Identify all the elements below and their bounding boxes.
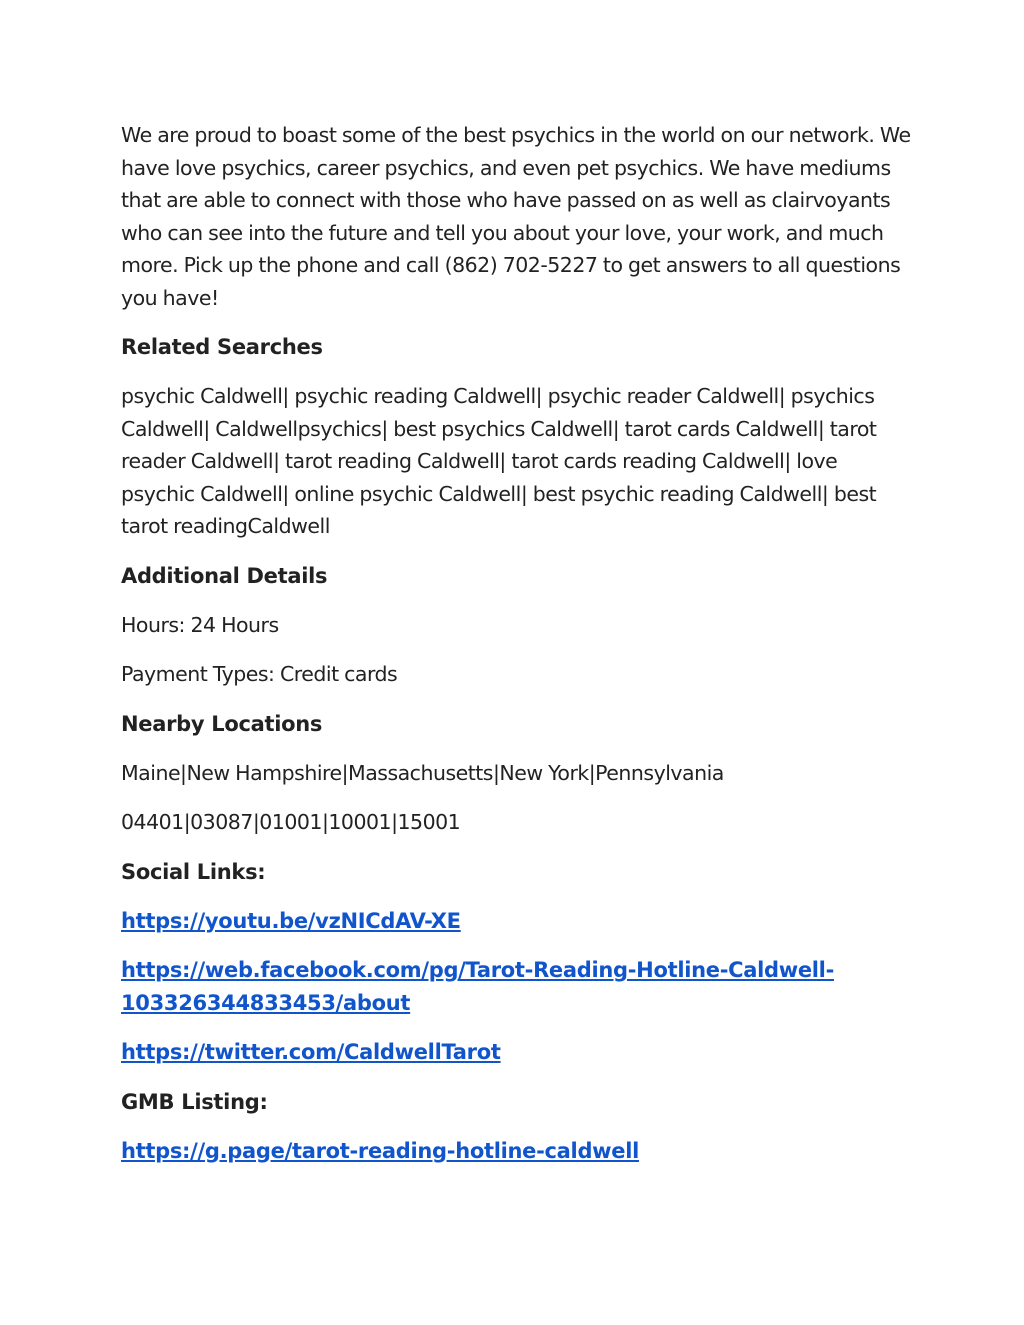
twitter-link[interactable]: https://twitter.com/CaldwellTarot bbox=[121, 1040, 501, 1064]
document-body bbox=[121, 119, 911, 1167]
related-searches-text: psychic Caldwell| psychic reading Caldwell| psychic reader Caldwell| psychics Caldwell| Caldwellpsychics| best psychics Caldwell| tarot cards Caldwell| tarot reader Caldwell| tarot reading Caldwell| tarot cards reading Caldwell| love psychic Caldwell| online psychic Caldwell| best psychic reading Caldwell| best tarot readingCaldwell bbox=[121, 384, 877, 538]
intro-paragraph: We are proud to boast some of the best psychics in the world on our network. We have love psychics, career psychics, and even pet psychics. We have mediums that are able to connect with those who have passed on as well as clairvoyants who can see into the future and tell you about your love, your work, and much more. Pick up the phone and call (862) 702-5227 to get answers to all questions you have! bbox=[121, 123, 911, 310]
youtube-link[interactable]: https://youtu.be/vzNICdAV-XE bbox=[121, 908, 461, 933]
nearby-states-text: Maine|New Hampshire|Massachusetts|New York|Pennsylvania bbox=[121, 760, 724, 785]
youtube-link-row bbox=[121, 905, 911, 938]
hours-text: Hours: 24 Hours bbox=[121, 612, 279, 637]
nearby-locations-heading: Nearby Locations bbox=[121, 711, 323, 736]
payment-types-text: Payment Types: Credit cards bbox=[121, 662, 398, 686]
facebook-link-line-2[interactable]: 103326344833453/about bbox=[121, 990, 411, 1015]
additional-details-heading: Additional Details bbox=[121, 563, 328, 588]
social-links-heading: Social Links: bbox=[121, 859, 266, 884]
facebook-link-row bbox=[121, 954, 911, 1019]
related-searches-heading: Related Searches bbox=[121, 335, 323, 359]
nearby-zips-text: 04401|03087|01001|10001|15001 bbox=[121, 810, 461, 834]
gmb-link-row bbox=[121, 1135, 911, 1168]
twitter-link-row bbox=[121, 1036, 911, 1069]
gmb-link[interactable]: https://g.page/tarot-reading-hotline-caldwell bbox=[121, 1138, 640, 1163]
gmb-listing-heading: GMB Listing: bbox=[121, 1089, 268, 1114]
facebook-link-line-1[interactable]: https://web.facebook.com/pg/Tarot-Reading-Hotline-Caldwell- bbox=[121, 958, 834, 982]
